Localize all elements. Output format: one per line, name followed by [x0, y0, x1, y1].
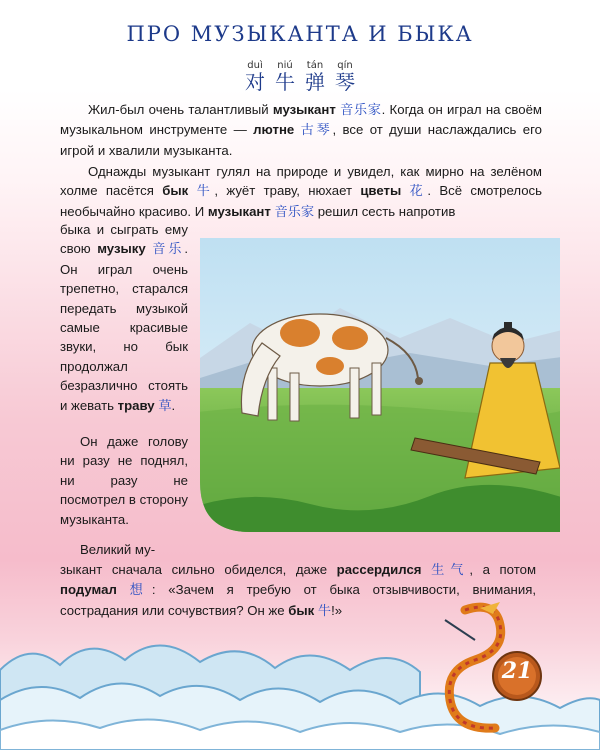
- paragraph-3: быка и сыграть ему свою музыку 音乐. Он играл очень трепетно, старался передать музыкой самые красивые звуки, но бык продолжал безразлично стоять и жевать траву 草.: [60, 222, 188, 414]
- paragraph-6: зыкант сначала сильно обиделся, даже рассердился 生气, а потом подумал 想: «Зачем я требую от быка отзывчивости, внимания, сострадания или сочувствия? Он же бык 牛!»: [60, 562, 537, 619]
- idiom-char-4: qín 琴: [335, 60, 355, 94]
- paragraph-2: Однажды музыкант гулял на природе и увидел, как мирно на зелёном холме пасётся бык 牛, жуёт траву, нюхает цветы 花. Всё смотрелось необычайно красиво. И музыкант 音乐家 решил сесть напротив: [60, 164, 542, 220]
- idiom-heading: [0, 60, 600, 93]
- paragraph-5: Великий му-: [80, 542, 156, 557]
- page-number: 21: [501, 658, 533, 684]
- idiom-char-2: niú 牛: [275, 60, 295, 94]
- story-title: ПРО МУЗЫКАНТА И БЫКА: [126, 22, 474, 46]
- idiom-char-3: tán 弹: [305, 60, 325, 94]
- idiom-char-1: duì 对: [245, 60, 265, 94]
- bull-and-musician-illustration: [190, 238, 570, 532]
- dragon-icon: [405, 600, 580, 740]
- paragraph-1: Жил-был очень талантливый музыкант 音乐家. Когда он играл на своём музыкальном инструменте — лютне 古琴, все от души наслаждались его игрой и хвалили музыканта.: [60, 102, 542, 158]
- paragraph-4: Он даже голову ни разу не поднял, ни разу не посмотрел в сторону музыканта.: [60, 434, 188, 527]
